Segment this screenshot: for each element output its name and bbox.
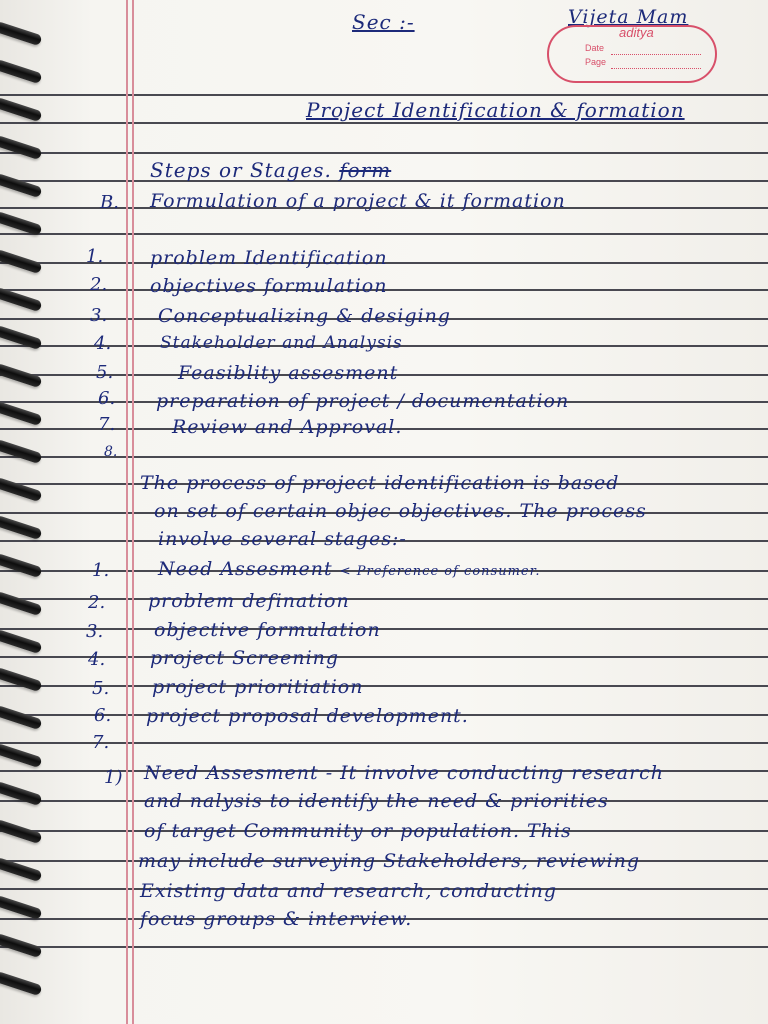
notebook-stamp (547, 25, 717, 83)
spiral-coil (0, 363, 43, 388)
list-item: preparation of project / documentation (156, 390, 570, 412)
spiral-coil (0, 515, 43, 540)
spiral-coil (0, 591, 43, 616)
spiral-coil (0, 667, 43, 692)
spiral-coil (0, 933, 43, 958)
spiral-coil (0, 211, 43, 236)
spiral-coil (0, 895, 43, 920)
spiral-coil (0, 287, 43, 312)
spiral-coil (0, 325, 43, 350)
spiral-coil (0, 59, 43, 84)
list-item-number: 8. (104, 444, 118, 460)
list-item: problem Identification (150, 247, 388, 269)
ruled-line (0, 122, 768, 124)
paragraph-line: and nalysis to identify the need & priorities (144, 790, 609, 812)
paragraph-line: focus groups & interview. (140, 908, 413, 930)
list-item-number: 6. (94, 705, 112, 726)
spiral-coil (0, 819, 43, 844)
spiral-coil (0, 705, 43, 730)
ruled-line (0, 233, 768, 235)
list-item-number: 4. (88, 649, 106, 670)
ruled-line (0, 152, 768, 154)
spiral-coil (0, 553, 43, 578)
paragraph-line: Need Assesment - It involve conducting research (144, 762, 665, 784)
spiral-coil (0, 971, 43, 996)
ruled-line (0, 94, 768, 96)
paragraph-line: involve several stages:- (158, 528, 407, 550)
spiral-coil (0, 439, 43, 464)
paragraph-line: Existing data and research, conducting (140, 880, 557, 902)
stamp-brand: aditya (619, 25, 654, 40)
list-item: Stakeholder and Analysis (160, 333, 403, 353)
ruled-line (0, 685, 768, 687)
ruled-line (0, 742, 768, 744)
page-title: Project Identification & formation (306, 98, 685, 122)
list-item: objective formulation (154, 619, 381, 641)
spiral-coil (0, 629, 43, 654)
list-item-number: 5. (96, 362, 114, 383)
spiral-coil (0, 97, 43, 122)
paragraph-line: The process of project identification is based (140, 472, 620, 494)
author-name: Vijeta Mam (568, 6, 689, 28)
list-item: Review and Approval. (172, 416, 403, 438)
list-item-number: 6. (98, 388, 116, 409)
paragraph-marker: 1) (104, 767, 123, 788)
section-heading-text: Steps or Stages. (150, 158, 332, 182)
list-item-number: 5. (92, 678, 110, 699)
stamp-date-line (611, 53, 701, 55)
ruled-line (0, 628, 768, 630)
list-item: problem defination (148, 590, 350, 612)
left-margin-line-2 (132, 0, 134, 1024)
spiral-coil (0, 477, 43, 502)
paragraph-line: on set of certain objec objectives. The process (154, 500, 647, 522)
intro-marker: B. (100, 192, 119, 213)
list-item-number: 7. (98, 414, 116, 435)
list-item: project Screening (150, 647, 340, 669)
section-heading (150, 158, 391, 182)
paragraph-line: of target Community or population. This (144, 820, 572, 842)
left-margin-line-1 (126, 0, 128, 1024)
spiral-coil (0, 173, 43, 198)
list-item-text: Need Assesment (158, 558, 333, 580)
stamp-page-line (611, 67, 701, 69)
list-item: Conceptualizing & desiging (158, 305, 451, 327)
ruled-line (0, 946, 768, 948)
list-item: objectives formulation (150, 275, 388, 297)
spiral-coil (0, 135, 43, 160)
stamp-page-label: Page (585, 57, 607, 67)
list-item-number: 2. (90, 274, 108, 295)
stamp-date-label: Date (585, 43, 605, 53)
section-label: Sec :- (352, 10, 415, 34)
spiral-coil (0, 857, 43, 882)
spiral-binding (0, 0, 46, 1024)
paragraph-line: may include surveying Stakeholders, reviewing (138, 850, 641, 872)
ruled-line (0, 598, 768, 600)
list-item-number: 3. (86, 621, 104, 642)
ruled-line (0, 656, 768, 658)
list-item-number: 1. (92, 560, 110, 581)
list-item: project prioritiation (152, 676, 364, 698)
spiral-coil (0, 781, 43, 806)
list-item-number: 2. (88, 592, 106, 613)
spiral-coil (0, 743, 43, 768)
list-item-number: 3. (90, 305, 108, 326)
list-item-number: 7. (92, 732, 110, 753)
list-item-note: < Preference of consumer. (339, 564, 541, 579)
list-item-number: 1. (86, 246, 104, 267)
spiral-coil (0, 401, 43, 426)
intro-text: Formulation of a project & it formation (150, 190, 566, 212)
list-item (158, 558, 541, 580)
struck-word: form (339, 158, 392, 182)
list-item: Feasiblity assesment (178, 362, 399, 384)
spiral-coil (0, 249, 43, 274)
spiral-coil (0, 21, 43, 46)
list-item: project proposal development. (146, 705, 469, 727)
list-item-number: 4. (94, 333, 112, 354)
